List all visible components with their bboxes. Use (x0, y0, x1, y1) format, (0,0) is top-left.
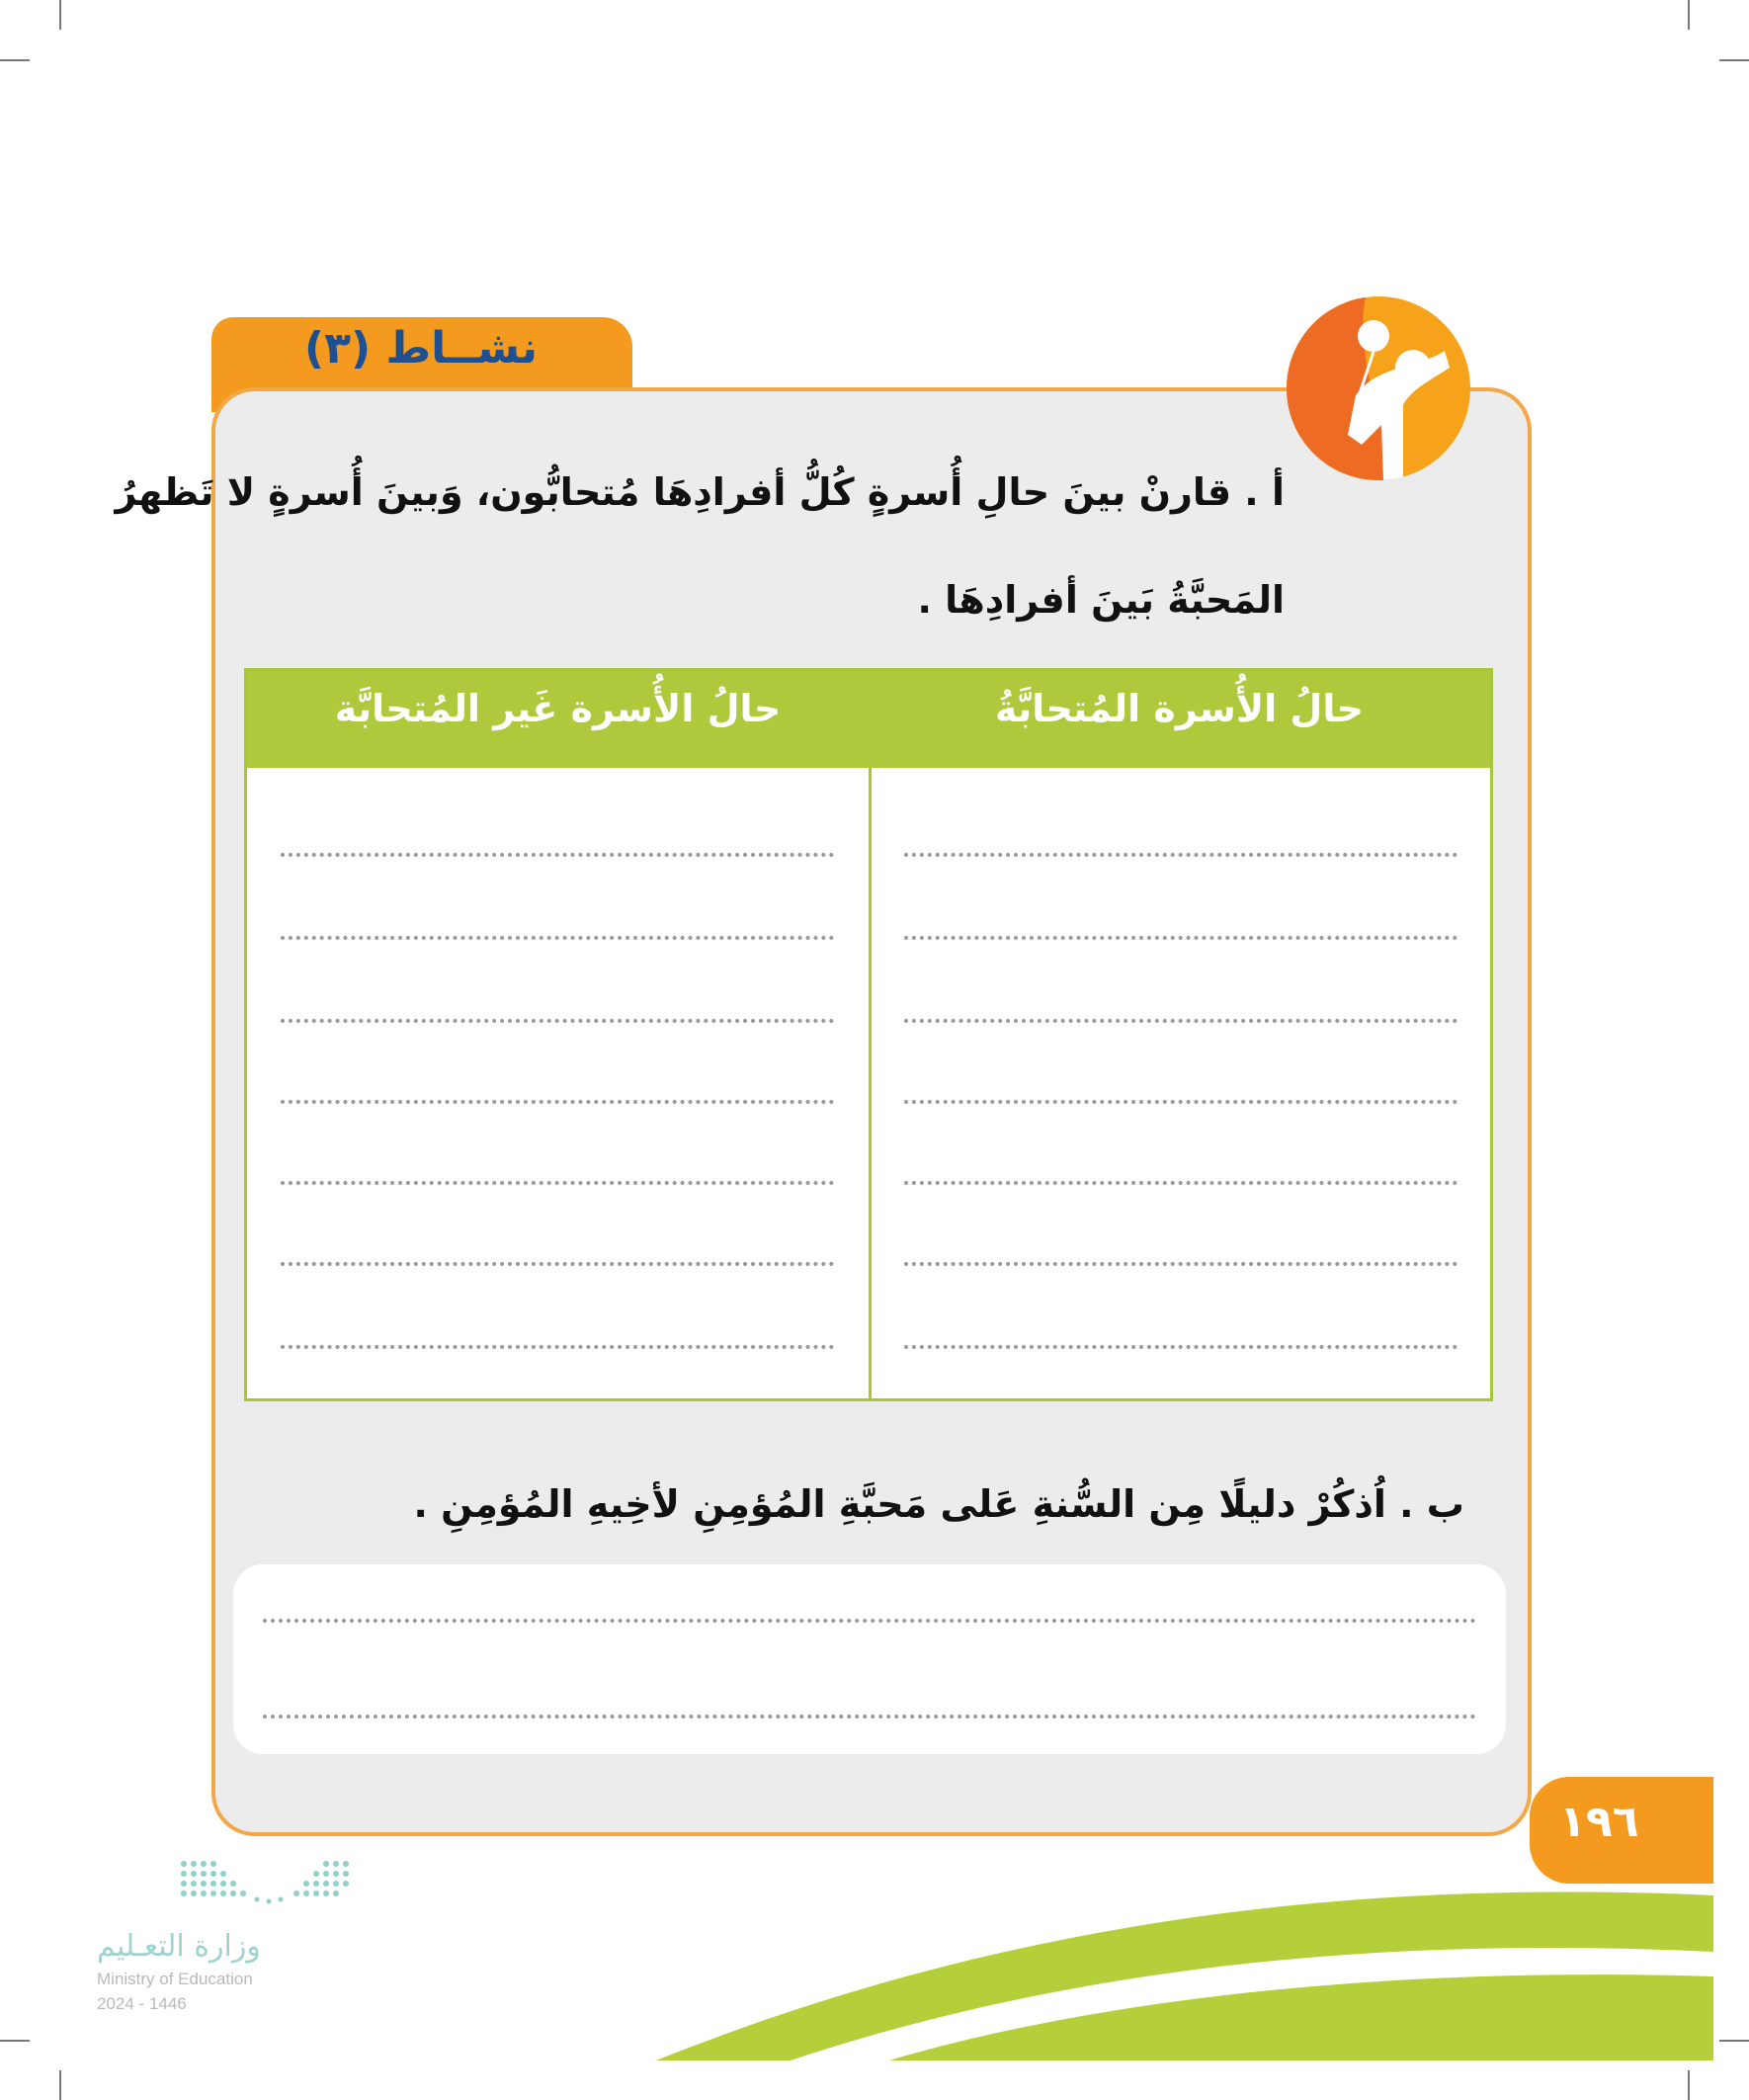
ministry-logo-icon (178, 1858, 356, 1907)
question-a-line-2: المَحبَّةُ بَينَ أفرادِهَا . (917, 578, 1285, 622)
answer-line[interactable] (281, 853, 834, 857)
answer-line[interactable] (904, 936, 1458, 940)
crop-mark (59, 0, 61, 30)
answer-line[interactable] (904, 1181, 1458, 1185)
crop-mark (0, 2040, 30, 2042)
answer-line[interactable] (281, 1181, 834, 1185)
comparison-table (244, 668, 1493, 1401)
page-number: ١٩٦ (1559, 1797, 1639, 1847)
answer-line[interactable] (904, 853, 1458, 857)
answer-line[interactable] (281, 1100, 834, 1104)
answer-line[interactable] (904, 1262, 1458, 1266)
answer-box (233, 1564, 1506, 1754)
answer-line[interactable] (263, 1619, 1476, 1623)
crop-mark (0, 59, 30, 61)
column-title-loving-family: حالُ الأُسرة المُتحابَّةُ (994, 687, 1365, 730)
answer-line[interactable] (904, 1345, 1458, 1349)
crop-mark (1688, 0, 1690, 30)
question-a-line-1: أ . قارنْ بينَ حالِ أُسرةٍ كُلُّ أفرادِهَا مُتحابُّون، وَبينَ أُسرةٍ لا تَظهرُ (115, 470, 1285, 514)
crop-mark (1688, 2070, 1690, 2100)
column-title-unloving-family: حالُ الأُسرة غَير المُتحابَّة (334, 687, 782, 730)
answer-line[interactable] (263, 1715, 1476, 1719)
answer-line[interactable] (904, 1100, 1458, 1104)
answer-line[interactable] (281, 1262, 834, 1266)
answer-line[interactable] (281, 1019, 834, 1023)
answer-line[interactable] (281, 1345, 834, 1349)
table-header (247, 671, 1490, 768)
activity-logo (1287, 296, 1470, 480)
crop-mark (1719, 2040, 1749, 2042)
answer-line[interactable] (281, 936, 834, 940)
answer-line[interactable] (904, 1019, 1458, 1023)
question-b: ب . اُذكُرْ دليلًا مِن السُّنةِ عَلى مَحبَّةِ المُؤمِنِ لأخِيهِ المُؤمِنِ . (413, 1482, 1464, 1526)
crop-mark (1719, 59, 1749, 61)
activity-title: نشــاط (٣) (304, 323, 538, 374)
column-divider (869, 768, 872, 1401)
child-balloon-icon (1287, 296, 1470, 480)
page-number-tab (1530, 1777, 1713, 1884)
ministry-year: 2024 - 1446 (97, 1994, 187, 2013)
ministry-name-arabic: وزارة التعـليم (97, 1929, 261, 1964)
ministry-name-english: Ministry of Education (97, 1970, 253, 1988)
crop-mark (59, 2070, 61, 2100)
